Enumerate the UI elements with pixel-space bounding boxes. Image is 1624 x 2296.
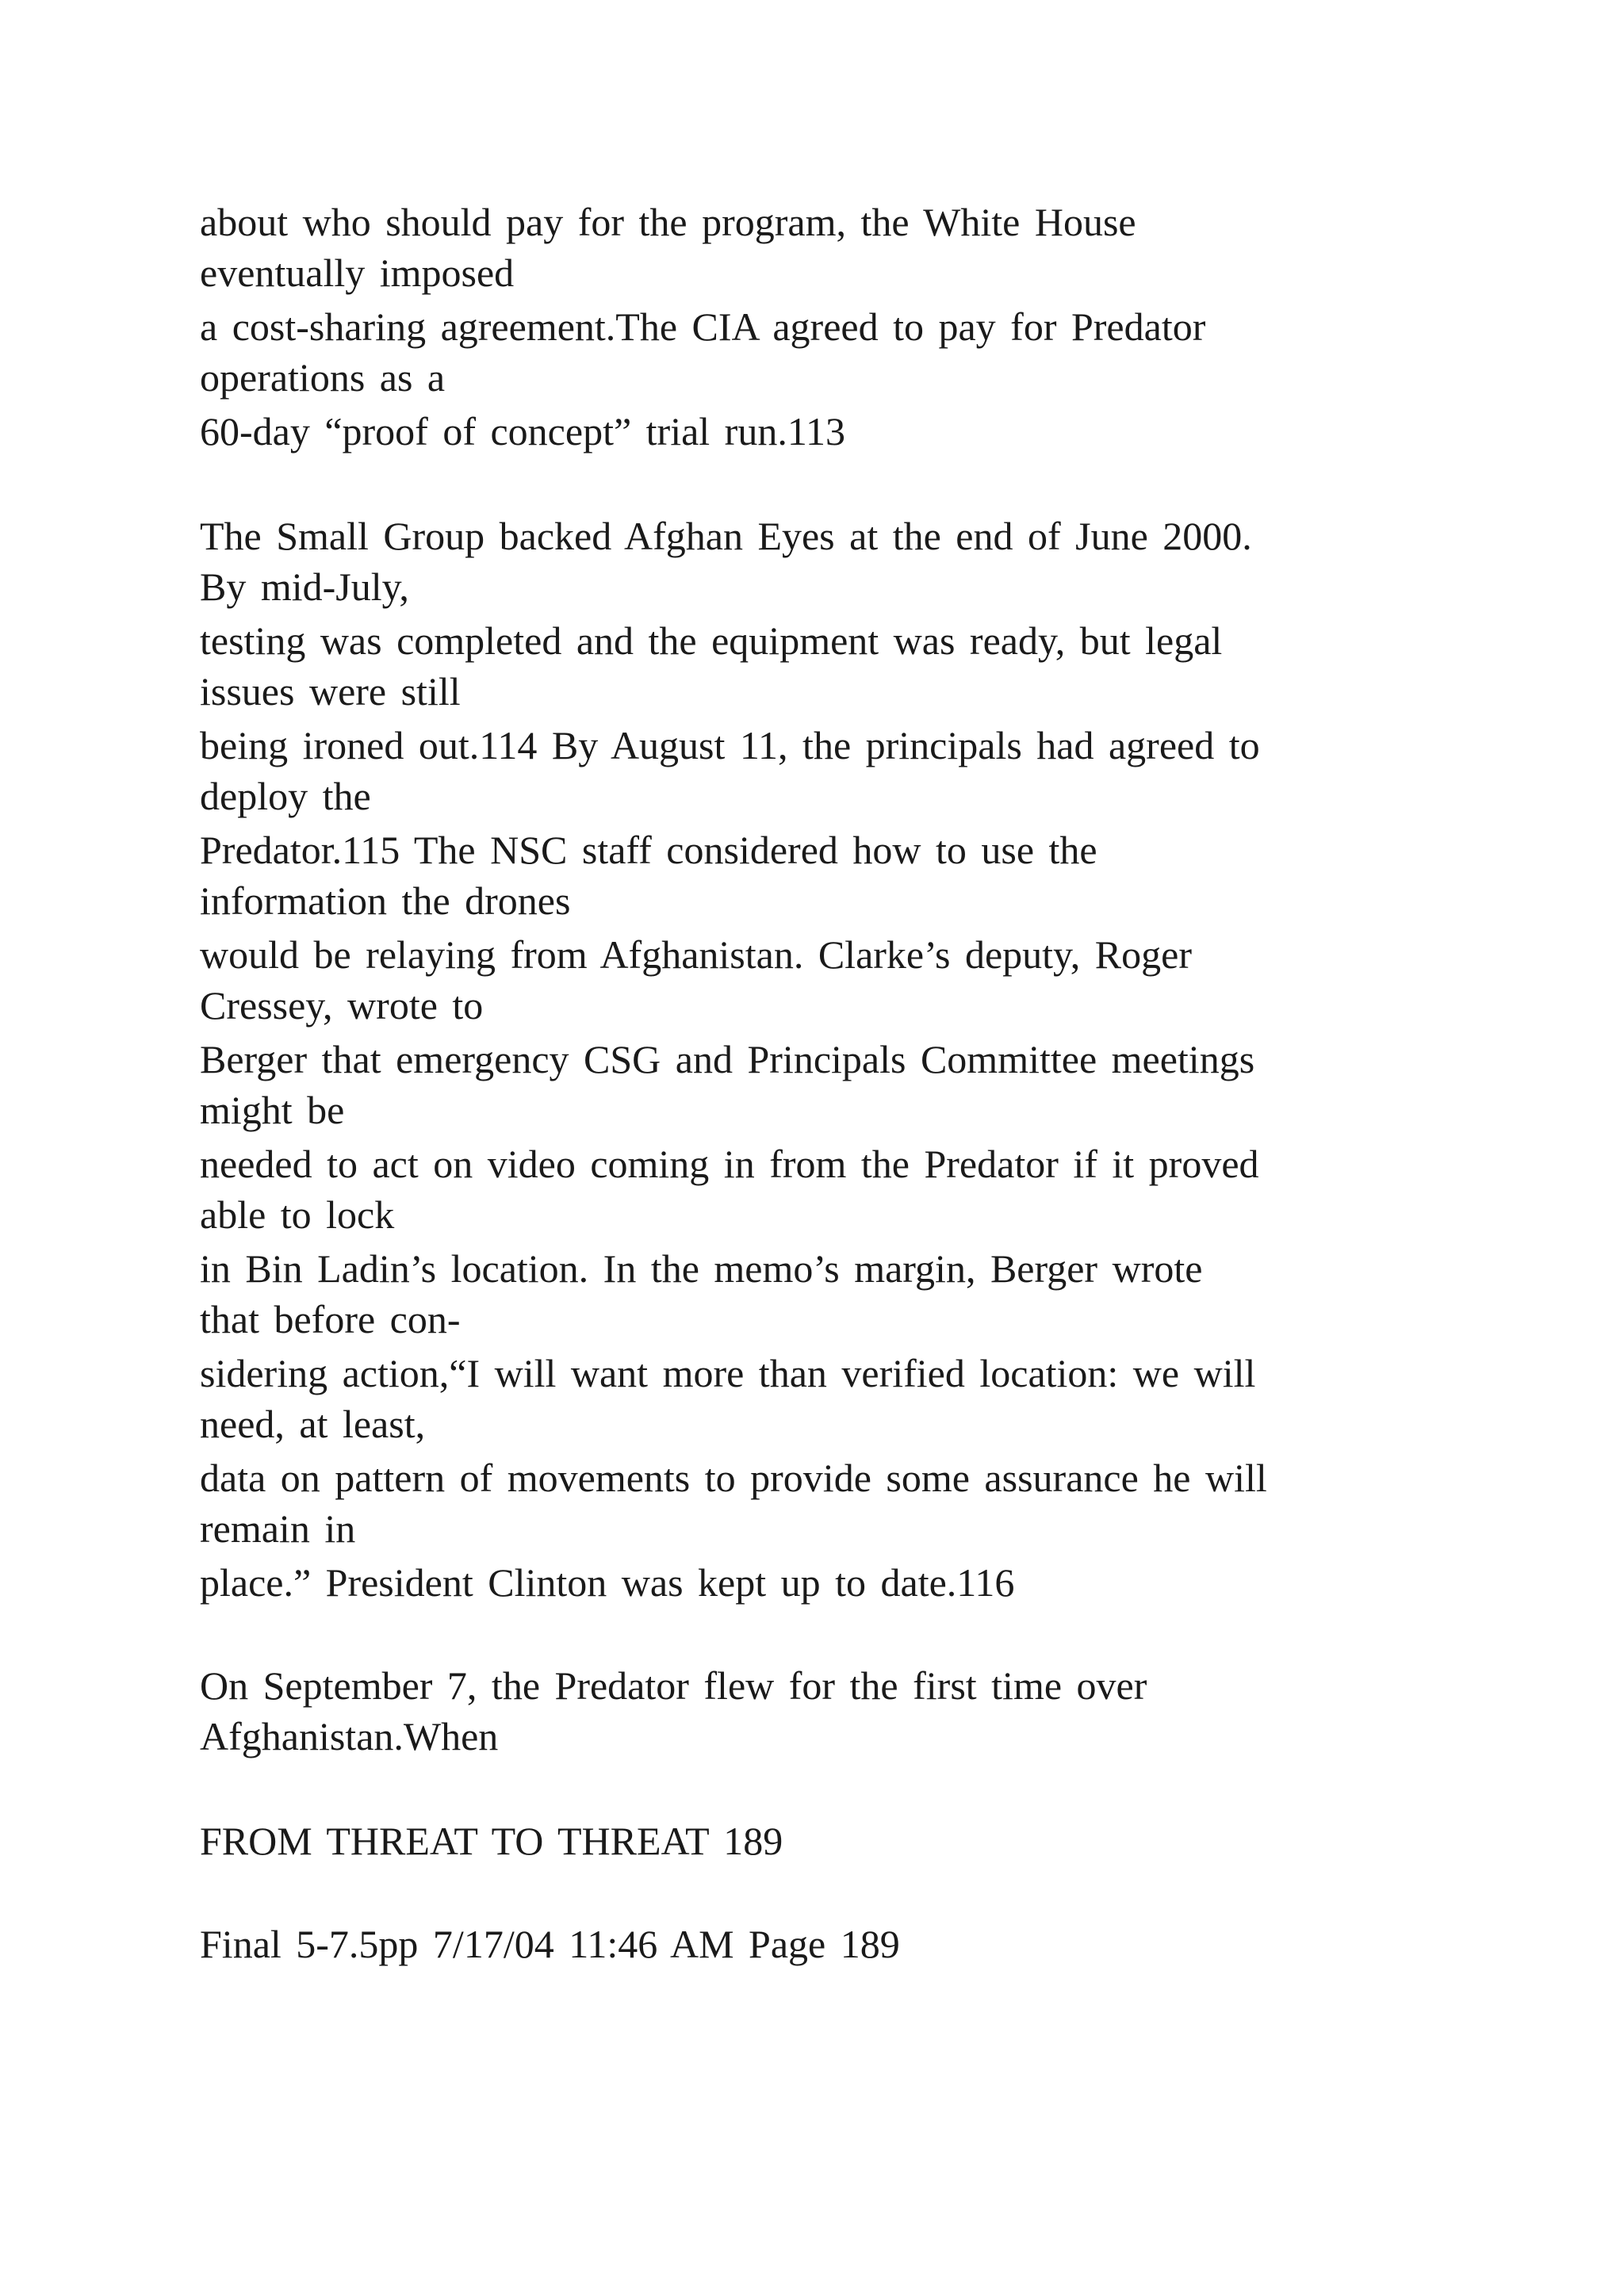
text-line: issues were still (200, 669, 461, 714)
text-line: that before con- (200, 1297, 461, 1341)
text-line: information the drones (200, 878, 571, 923)
print-slug: Final 5-7.5pp 7/17/04 11:46 AM Page 189 (200, 1922, 900, 1966)
text-line: need, at least, (200, 1402, 426, 1446)
text-line: By mid-July, (200, 564, 409, 609)
text-line: operations as a (200, 355, 446, 400)
text-line: testing was completed and the equipment was ready, but legal (200, 618, 1223, 663)
text-line: Afghanistan.When (200, 1714, 499, 1758)
text-line: data on pattern of movements to provide some assurance he will (200, 1456, 1267, 1500)
text-line: Cressey, wrote to (200, 983, 484, 1027)
text-line: Berger that emergency CSG and Principals Committee meetings (200, 1037, 1255, 1081)
text-line: in Bin Ladin’s location. In the memo’s margin, Berger wrote (200, 1246, 1203, 1291)
text-line: sidering action,“I will want more than verified location: we will (200, 1351, 1256, 1395)
text-line: being ironed out.114 By August 11, the principals had agreed to (200, 723, 1260, 767)
running-footer: FROM THREAT TO THREAT 189 (200, 1819, 783, 1863)
text-line: able to lock (200, 1192, 395, 1237)
text-line: might be (200, 1088, 345, 1132)
text-line: The Small Group backed Afghan Eyes at the end of June 2000. (200, 514, 1252, 558)
text-line: deploy the (200, 774, 371, 818)
text-line: a cost-sharing agreement.The CIA agreed to pay for Predator (200, 304, 1206, 349)
text-line: On September 7, the Predator flew for the first time over (200, 1663, 1147, 1708)
text-line: place.” President Clinton was kept up to date.116 (200, 1560, 1015, 1605)
text-line: about who should pay for the program, the White House (200, 200, 1136, 244)
text-line: remain in (200, 1506, 356, 1551)
text-line: Predator.115 The NSC staff considered how to use the (200, 828, 1097, 872)
text-line: needed to act on video coming in from the Predator if it proved (200, 1142, 1259, 1186)
text-line: would be relaying from Afghanistan. Clarke’s deputy, Roger (200, 932, 1192, 977)
text-line: eventually imposed (200, 251, 515, 295)
text-line: 60-day “proof of concept” trial run.113 (200, 409, 845, 453)
